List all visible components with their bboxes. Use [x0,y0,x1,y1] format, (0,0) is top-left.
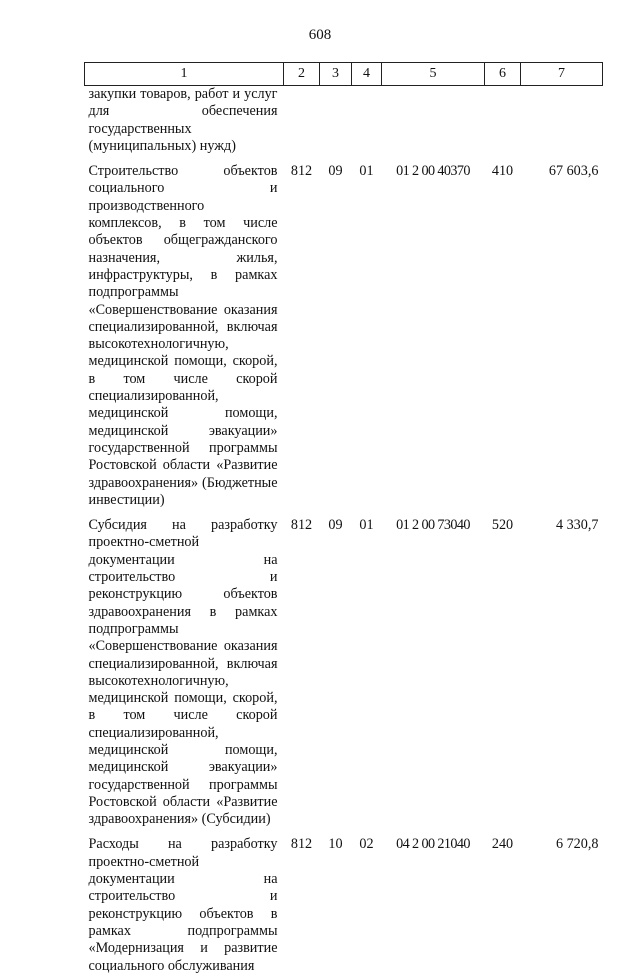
cell-subsection: 01 [359,163,374,180]
cell-section: 09 [328,517,343,534]
cell-amount: 4 330,7 [555,517,599,534]
cell-section: 10 [328,836,343,853]
row-description: Расходы на разработку проектно-сметной документации на строительство и реконструкцию объектов в рамках подпрограммы «Модернизация и развитие социального обслуживания [88,836,278,974]
cell-target-article: 01 2 00 40370 [396,163,470,180]
row-description: закупки товаров, работ и услуг для обеспечения государственных (муниципальных) нужд) [88,86,278,154]
cell-expense-type: 410 [491,163,514,180]
cell-section: 09 [328,163,343,180]
column-header: 7 [521,63,603,86]
cell-ministry [284,86,320,156]
page-number: 608 [308,27,332,43]
cell-amount: 67 603,6 [548,163,599,180]
cell-ministry: 812 [290,163,313,180]
cell-ministry: 812 [290,836,313,853]
column-header: 4 [352,63,382,86]
cell-expense-type [485,86,521,156]
table-row [85,509,603,828]
cell-expense-type: 240 [491,836,514,853]
row-description: Субсидия на разработку проектно-сметной документации на строительство и реконструкцию объектов здравоохранения в рамках подпрограммы «Совершенствование оказания специализированной, включая высокотехнологичную, медицинской помощи, скорой, в том числе скорой специализированной, медицинской помощи, медицинской эвакуации» государственной программы Ростовской области «Развитие здравоохранения» (Субсидии) [88,517,278,828]
table-row [85,155,603,509]
column-header: 6 [485,63,521,86]
budget-table [84,62,603,975]
cell-target-article [382,86,485,156]
column-header: 1 [85,63,284,86]
row-description: Строительство объектов социального и производственного комплексов, в том числе объектов общегражданского назначения, жилья, инфраструктуры, в рамках подпрограммы «Совершенствование оказания специализированной, включая высокотехнологичную, медицинской помощи, скорой, в том числе скорой специализированной, медицинской помощи, медицинской эвакуации» государственной программы Ростовской области «Развитие здравоохранения» (Бюджетные инвестиции) [88,163,278,508]
cell-ministry: 812 [290,517,313,534]
cell-target-article: 04 2 00 21040 [396,836,470,853]
table-row [85,86,603,156]
column-header: 3 [320,63,352,86]
table-row [85,828,603,974]
cell-expense-type: 520 [491,517,514,534]
cell-section [320,86,352,156]
header-row [85,63,603,86]
cell-target-article: 01 2 00 73040 [396,517,470,534]
cell-subsection: 02 [359,836,374,853]
cell-subsection: 01 [359,517,374,534]
cell-amount [521,86,603,156]
column-header: 2 [284,63,320,86]
column-header: 5 [382,63,485,86]
cell-amount: 6 720,8 [555,836,599,853]
cell-subsection [352,86,382,156]
